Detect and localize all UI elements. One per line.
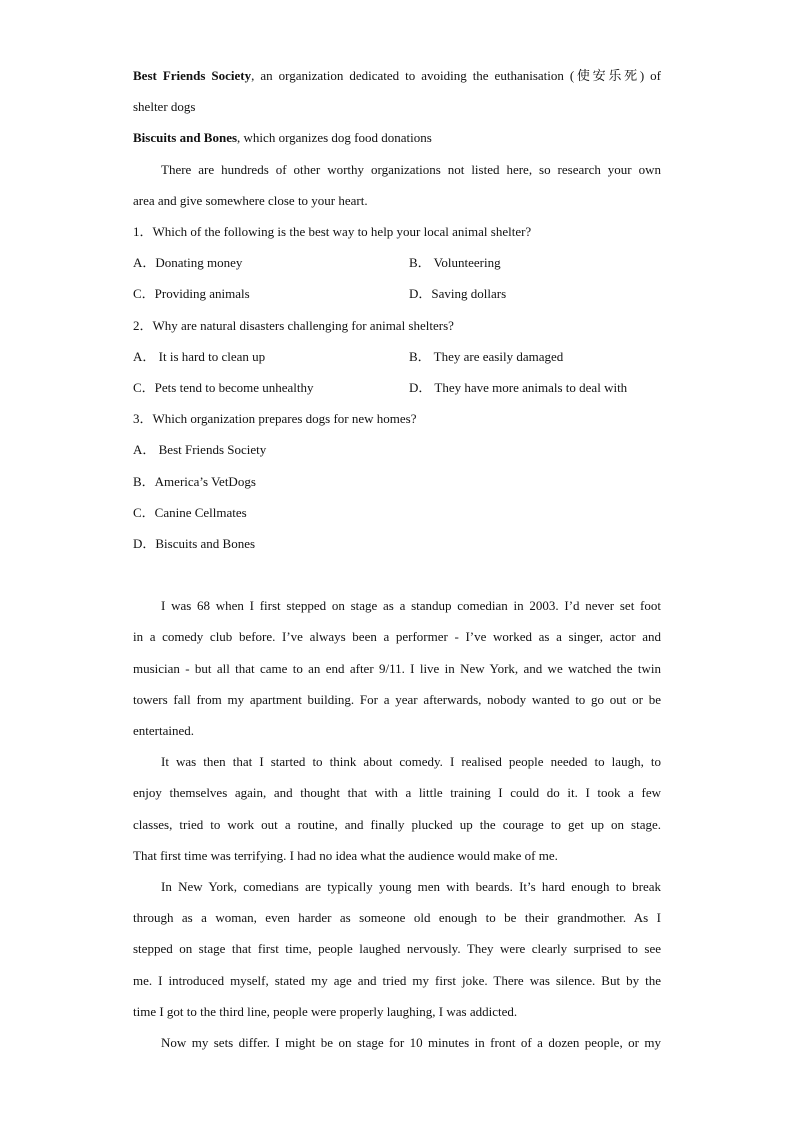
passage-line: stepped on stage that first time, people laughed nervously. They were clearly surprised to see <box>133 941 661 957</box>
org-description: , an organization dedicated to avoiding the euthanisation (使安乐死) of <box>251 68 661 83</box>
passage-line: Now my sets differ. I might be on stage for 10 minutes in front of a dozen people, or my <box>161 1035 661 1051</box>
passage-line: In New York, comedians are typically young men with beards. It’s hard enough to break <box>161 879 661 895</box>
option-d: D． They have more animals to deal with <box>409 380 628 396</box>
option-c: C．Providing animals <box>133 286 250 302</box>
org-name: Biscuits and Bones <box>133 130 238 146</box>
question-stem: 1．Which of the following is the best way to help your local animal shelter? <box>133 224 532 240</box>
passage-line: entertained. <box>133 723 194 739</box>
question-stem: 3．Which organization prepares dogs for new homes? <box>133 411 417 427</box>
org-entry-best-friends <box>133 60 661 91</box>
passage-line: classes, tried to work out a routine, and finally plucked up the courage to get up on stage. <box>133 816 661 832</box>
option-a: A． It is hard to clean up <box>133 348 266 364</box>
question-stem: 2．Why are natural disasters challenging for animal shelters? <box>133 317 454 333</box>
passage-line: musician - but all that came to an end after 9/11. I live in New York, and we watched the twin <box>133 660 661 676</box>
option-b: B． They are easily damaged <box>409 348 564 364</box>
option-d: D．Biscuits and Bones <box>133 536 256 552</box>
option-a: A．Donating money <box>133 255 243 271</box>
document-page <box>133 60 661 1058</box>
option-row <box>133 247 661 278</box>
passage-line: enjoy themselves again, and thought that with a little training I could do it. I took a few <box>133 785 661 801</box>
org-entry-biscuits <box>133 122 661 153</box>
org-description: , which organizes dog food donations <box>237 130 432 146</box>
option-c: C．Canine Cellmates <box>133 504 247 520</box>
org-name: Best Friends Society <box>133 68 252 83</box>
option-b: B．America’s VetDogs <box>133 473 256 489</box>
option-b: B． Volunteering <box>409 255 501 271</box>
passage-line: through as a woman, even harder as someone old enough to be their grandmother. As I <box>133 910 661 926</box>
option-d: D．Saving dollars <box>409 286 507 302</box>
option-row <box>133 372 661 403</box>
intro-line: area and give somewhere close to your heart. <box>133 192 368 208</box>
intro-line: There are hundreds of other worthy organizations not listed here, so research your own <box>161 161 661 177</box>
org-entry-continuation: shelter dogs <box>133 99 196 115</box>
passage-line: That first time was terrifying. I had no idea what the audience would make of me. <box>133 847 558 863</box>
passage-line: towers fall from my apartment building. For a year afterwards, nobody wanted to go out or be <box>133 691 661 707</box>
option-a: A． Best Friends Society <box>133 442 267 458</box>
option-c: C．Pets tend to become unhealthy <box>133 380 314 396</box>
passage-line: me. I introduced myself, stated my age and tried my first joke. There was silence. But by the <box>133 972 661 988</box>
option-row <box>133 341 661 372</box>
passage-line: in a comedy club before. I’ve always been a performer - I’ve worked as a singer, actor and <box>133 629 661 645</box>
section-spacer <box>133 559 661 590</box>
passage-line: It was then that I started to think about comedy. I realised people needed to laugh, to <box>161 754 661 770</box>
passage-line: I was 68 when I first stepped on stage as a standup comedian in 2003. I’d never set foot <box>161 598 661 614</box>
option-row <box>133 278 661 309</box>
passage-line: time I got to the third line, people were properly laughing, I was addicted. <box>133 1003 518 1019</box>
